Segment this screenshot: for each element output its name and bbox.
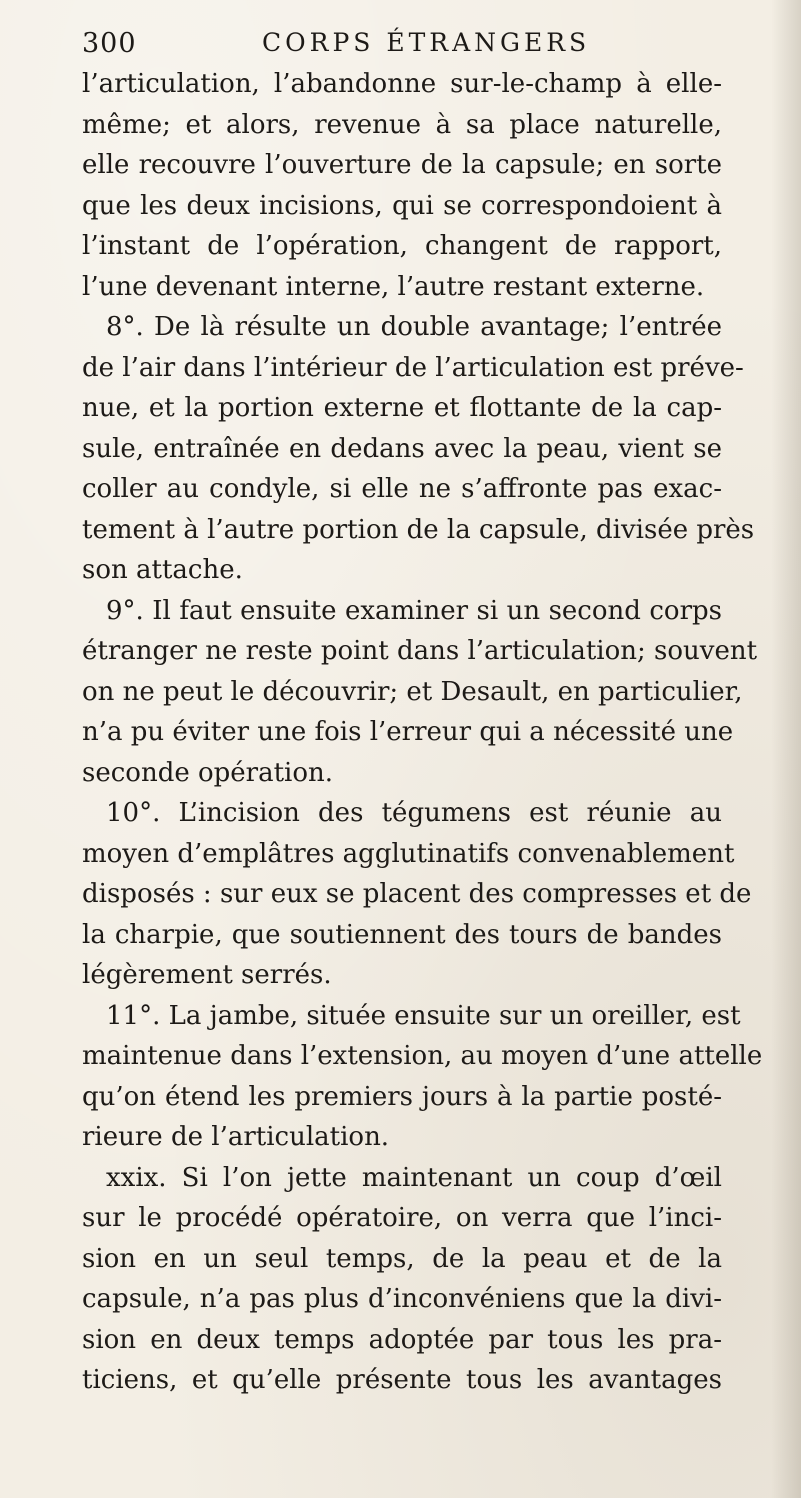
text-line: de l’air dans l’intérieur de l’articulation est préve- [82,352,744,383]
running-head: CORPS ÉTRANGERS [262,28,591,57]
text-line: l’instant de l’opération, changent de rapport, [82,231,722,261]
text-line: qu’on étend les premiers jours à la partie posté- [82,1081,722,1112]
text-line: sule, entraînée en dedans avec la peau, vient se [82,433,722,464]
page-header [82,28,722,68]
text-line: sion en deux temps adoptée par tous les pra- [82,1324,722,1355]
text-line: 11°. La jambe, située ensuite sur un oreiller, est [106,1000,741,1031]
text-line: on ne peut le découvrir; et Desault, en particulier, [82,676,743,707]
text-line: même; et alors, revenue à sa place naturelle, [82,109,722,140]
text-line: tement à l’autre portion de la capsule, divisée près [82,514,755,545]
text-line: maintenue dans l’extension, au moyen d’une attelle [82,1041,763,1071]
text-line: moyen d’emplâtres agglutinatifs convenablement [82,838,735,869]
text-line: rieure de l’articulation. [82,1122,390,1152]
page-edge-shadow [771,0,801,1498]
page-number: 300 [82,28,137,59]
text-line: nue, et la portion externe et flottante de la cap- [82,393,722,423]
text-line: seconde opération. [82,757,334,788]
text-line: 10°. L’incision des tégumens est réunie au [106,798,722,828]
text-line: sur le procédé opératoire, on verra que l’inci- [82,1203,722,1233]
body-text [82,64,763,1401]
text-line: elle recouvre l’ouverture de la capsule; en sorte [82,150,722,180]
text-line: xxix. Si l’on jette maintenant un coup d’œil [106,1162,722,1193]
text-line: 9°. Il faut ensuite examiner si un second corps [106,595,722,626]
text-line: son attache. [82,555,243,585]
text-line: l’articulation, l’abandonne sur-le-champ à elle- [82,69,722,99]
text-line: disposés : sur eux se placent des compresses et de [82,879,752,909]
text-line: étranger ne reste point dans l’articulation; souvent [82,636,758,666]
text-line: coller au condyle, si elle ne s’affronte pas exac- [82,474,722,504]
text-line: la charpie, que soutiennent des tours de bandes [82,919,722,950]
text-line: sion en un seul temps, de la peau et de la [82,1243,722,1274]
text-line: n’a pu éviter une fois l’erreur qui a nécessité une [82,717,734,747]
text-line: légèrement serrés. [82,960,332,990]
text-line: 8°. De là résulte un double avantage; l’entrée [106,312,722,342]
text-line: que les deux incisions, qui se correspondoient à [82,190,722,221]
text-line: l’une devenant interne, l’autre restant externe. [82,271,705,302]
text-line: capsule, n’a pas plus d’inconvéniens que la divi- [82,1284,722,1314]
text-line: ticiens, et qu’elle présente tous les avantages [82,1365,722,1395]
